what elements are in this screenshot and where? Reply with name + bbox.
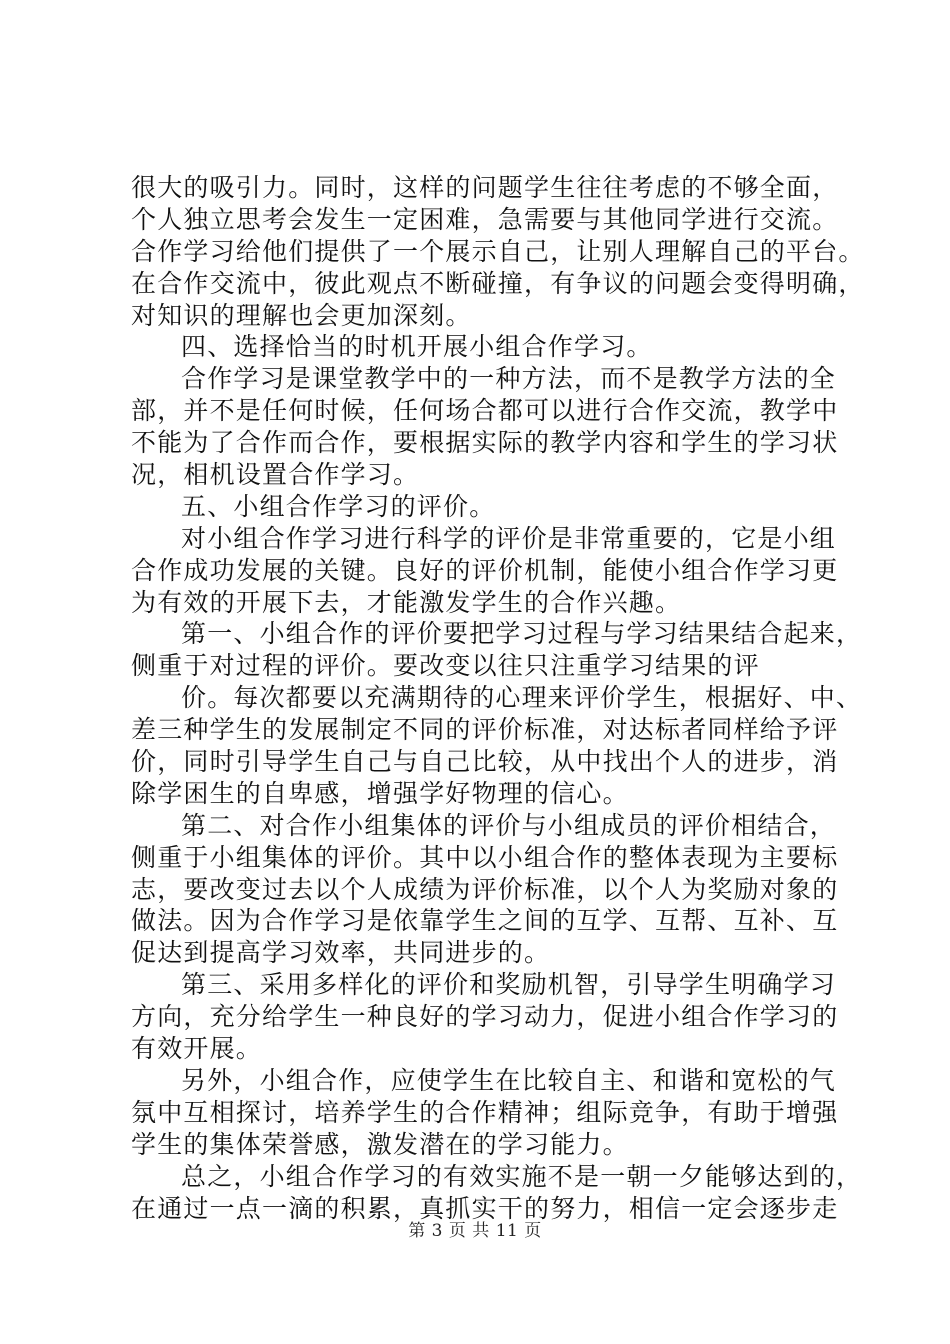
text-line: 第三、采用多样化的评价和奖励机智，引导学生明确学习 (181, 970, 837, 1000)
text-line: 方向，充分给学生一种良好的学习动力，促进小组合作学习的 (131, 1002, 839, 1032)
text-line: 合作学习是课堂教学中的一种方法，而不是教学方法的全 (181, 364, 837, 394)
text-line: 在通过一点一滴的积累，真抓实干的努力，相信一定会逐步走 (131, 1193, 839, 1223)
text-line: 学生的集体荣誉感，激发潜在的学习能力。 (131, 1129, 629, 1159)
text-line: 合作成功发展的关键。良好的评价机制，能使小组合作学习更 (131, 555, 839, 585)
text-line: 总之，小组合作学习的有效实施不是一朝一夕能够达到的， (181, 1161, 863, 1191)
text-line: 第二、对合作小组集体的评价与小组成员的评价相结合， (181, 810, 837, 840)
text-line: 促达到提高学习效率，共同进步的。 (131, 938, 551, 968)
text-line: 五、小组合作学习的评价。 (181, 491, 496, 521)
text-line: 为有效的开展下去，才能激发学生的合作兴趣。 (131, 587, 682, 617)
text-line: 侧重于对过程的评价。要改变以往只注重学习结果的评 (131, 651, 760, 681)
text-line: 有效开展。 (131, 1034, 263, 1064)
text-line: 况，相机设置合作学习。 (131, 460, 420, 490)
text-line: 侧重于小组集体的评价。其中以小组合作的整体表现为主要标 (131, 842, 839, 872)
text-line: 对小组合作学习进行科学的评价是非常重要的，它是小组 (181, 523, 837, 553)
text-line: 价。每次都要以充满期待的心理来评价学生，根据好、中、 (181, 683, 863, 713)
text-line: 除学困生的自卑感，增强学好物理的信心。 (131, 778, 629, 808)
text-line: 合作学习给他们提供了一个展示自己，让别人理解自己的平台。 (131, 236, 865, 266)
text-line: 另外，小组合作，应使学生在比较自主、和谐和宽松的气 (181, 1065, 837, 1095)
text-line: 差三种学生的发展制定不同的评价标准，对达标者同样给予评 (131, 715, 839, 745)
text-line: 个人独立思考会发生一定困难，急需要与其他同学进行交流。 (131, 204, 839, 234)
text-line: 做法。因为合作学习是依靠学生之间的互学、互帮、互补、互 (131, 906, 839, 936)
page-footer: 第 3 页 共 11 页 (408, 1221, 542, 1241)
text-line: 价，同时引导学生自己与自己比较，从中找出个人的进步，消 (131, 747, 839, 777)
text-line: 很大的吸引力。同时，这样的问题学生往往考虑的不够全面， (131, 173, 839, 202)
text-line: 不能为了合作而合作，要根据实际的教学内容和学生的学习状 (131, 428, 839, 458)
text-line: 第一、小组合作的评价要把学习过程与学习结果结合起来， (181, 619, 863, 649)
text-line: 志，要改变过去以个人成绩为评价标准，以个人为奖励对象的 (131, 874, 839, 904)
text-line: 对知识的理解也会更加深刻。 (131, 300, 472, 330)
text-line: 四、选择恰当的时机开展小组合作学习。 (181, 332, 653, 362)
body-text (131, 172, 865, 1224)
text-line: 部，并不是任何时候，任何场合都可以进行合作交流，教学中 (131, 396, 839, 426)
text-line: 在合作交流中，彼此观点不断碰撞，有争议的问题会变得明确， (131, 268, 865, 298)
text-line: 氛中互相探讨，培养学生的合作精神；组际竞争，有助于增强 (131, 1097, 839, 1127)
